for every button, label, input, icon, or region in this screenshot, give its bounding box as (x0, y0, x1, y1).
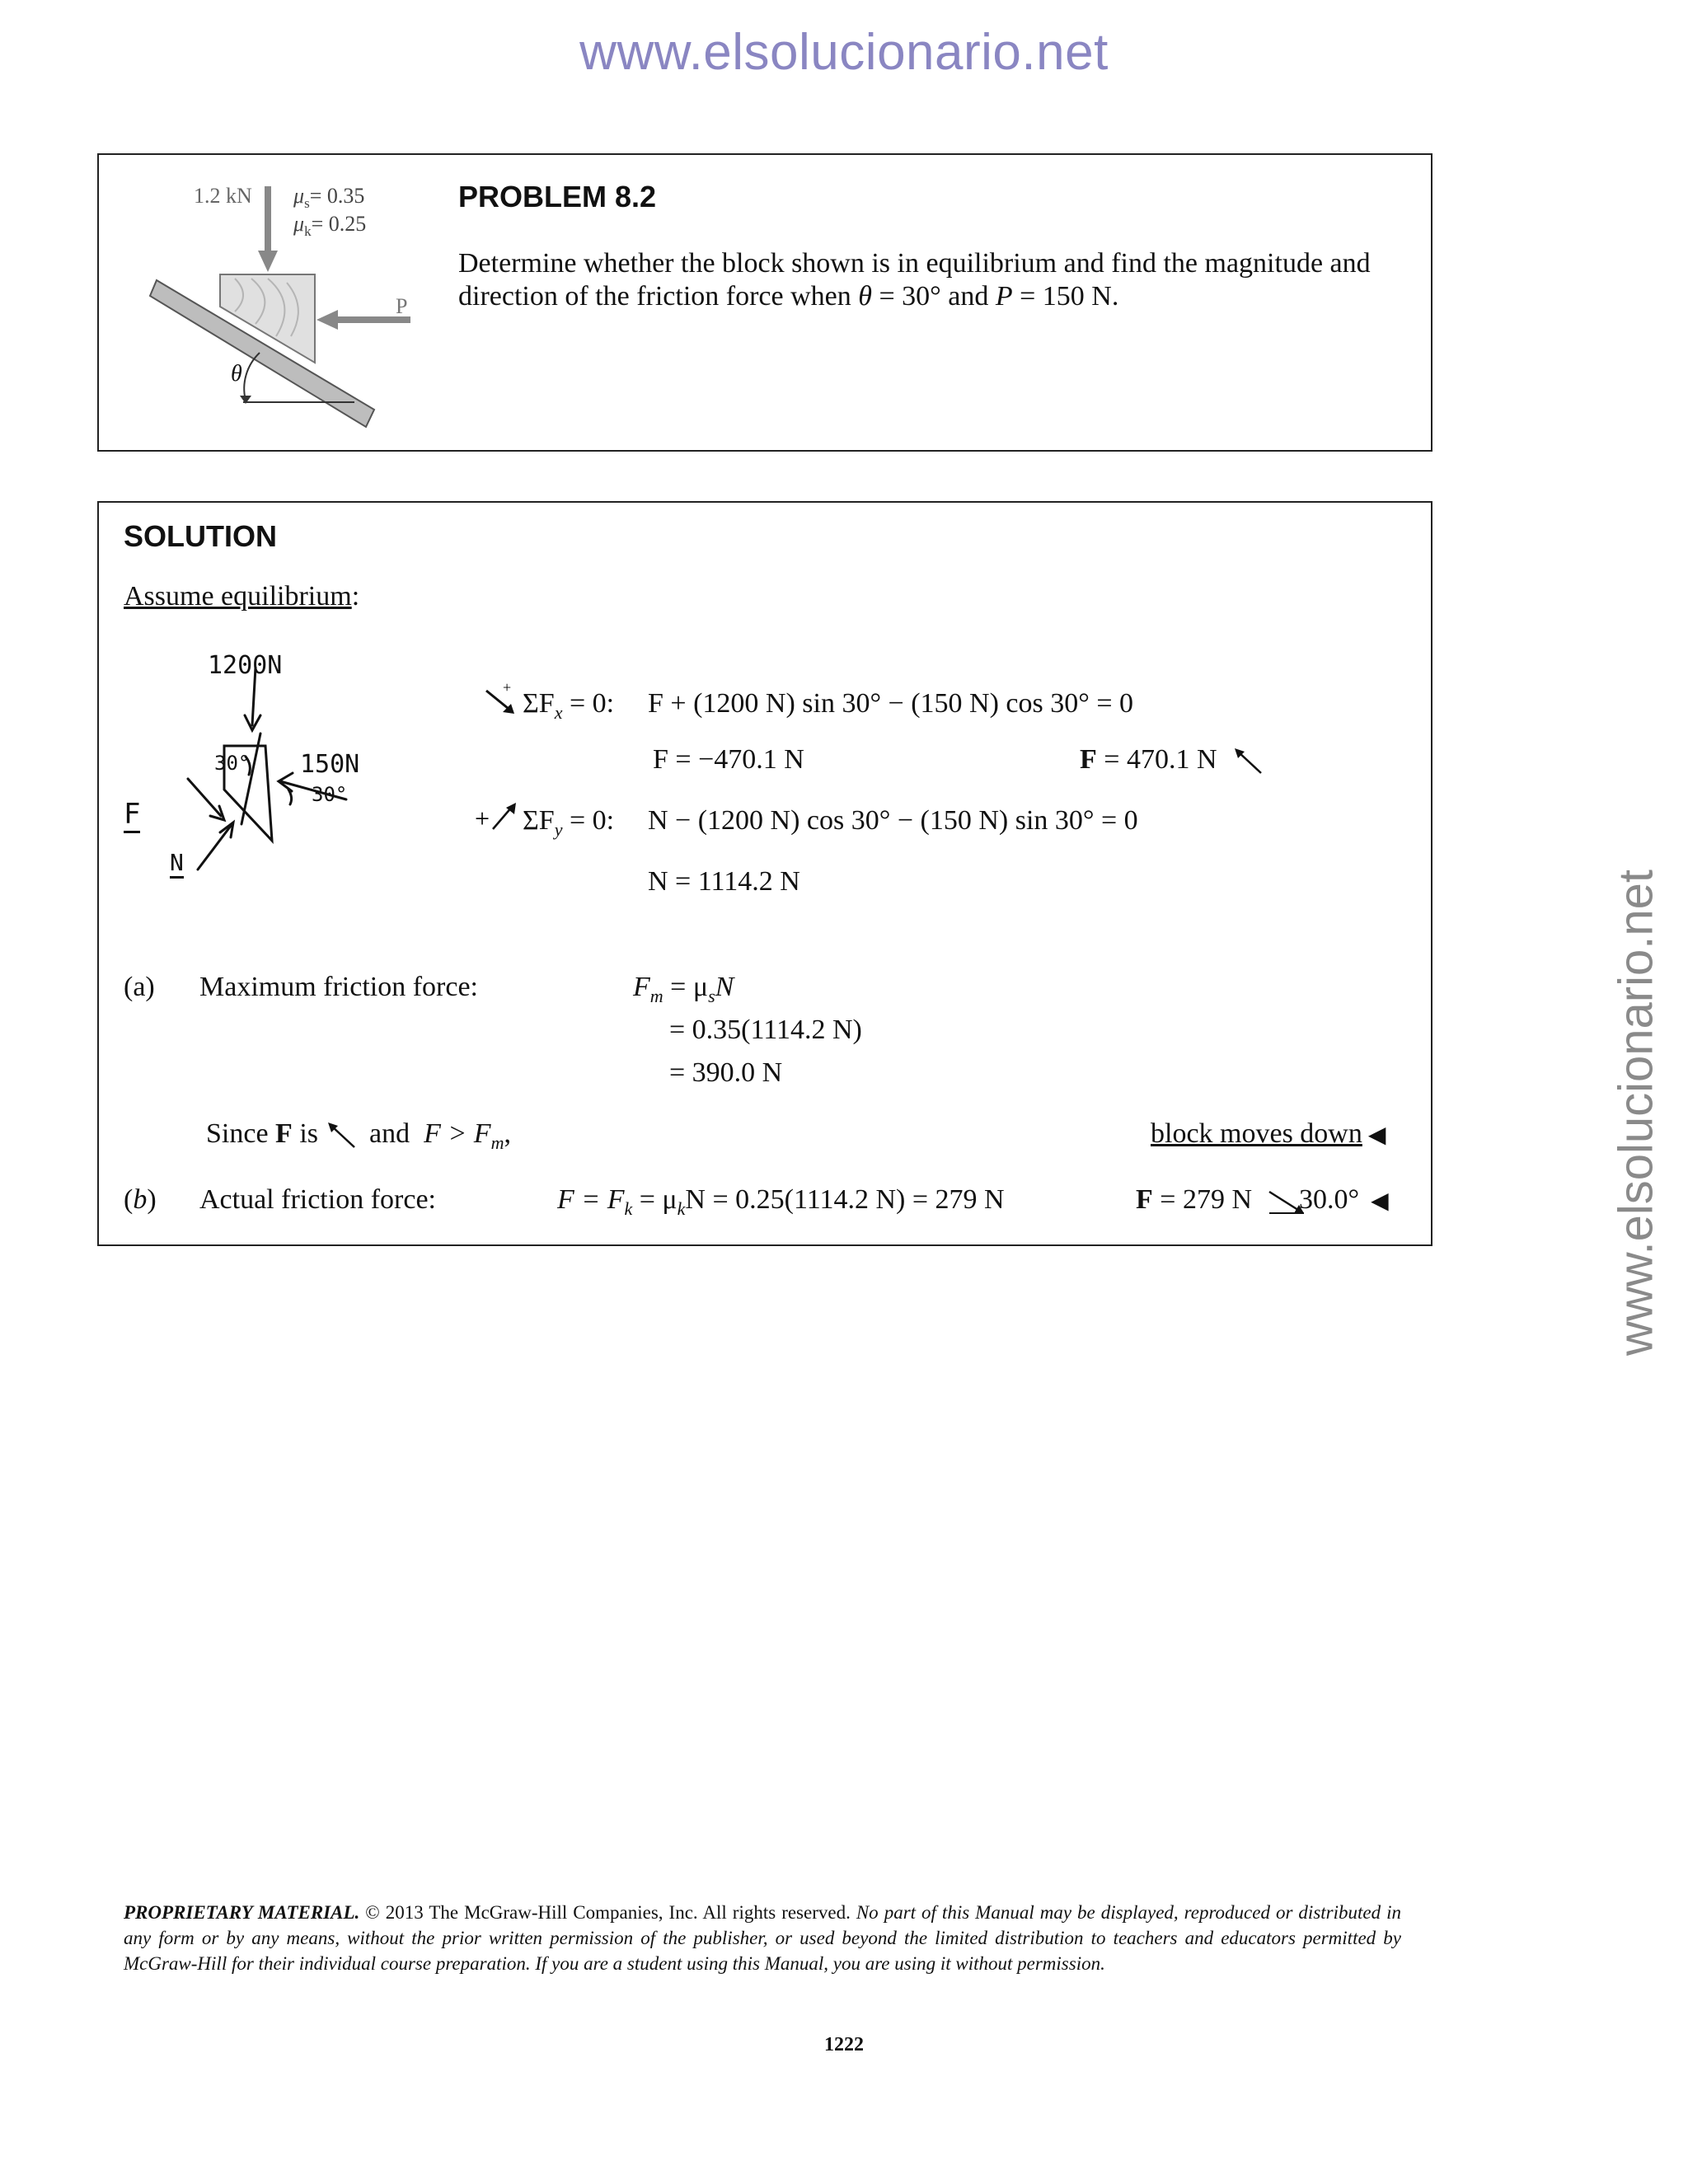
mu-k-label: $\mu_k= 0.25$ (293, 212, 367, 240)
theta-label: θ (231, 361, 242, 387)
part-a-text: Maximum friction force: (199, 972, 479, 1002)
eq-sum-fx-rhs: F + (1200 N) sin 30° − (150 N) cos 30° = 0 (648, 688, 1134, 719)
eq-sum-fy-rhs: N − (1200 N) cos 30° − (150 N) sin 30° = 0 (648, 805, 1138, 836)
part-a-label: (a) (124, 972, 155, 1002)
since-statement-end: and $F > F_m$, (369, 1118, 511, 1153)
fbd-weight-label: 1200N (208, 651, 283, 680)
eq-sum-fy: $\Sigma F_y = 0$: (523, 805, 615, 840)
eq-fk: $F = F_k = \mu_kN = 0.25(1114.2$ N) = 279 N (557, 1184, 1005, 1219)
p-label: P (396, 294, 408, 318)
svg-text:+: + (475, 804, 490, 833)
page-number: 1222 (824, 2034, 864, 2055)
fbd-n-label: N (170, 849, 184, 879)
up-left-arrow-icon (1231, 745, 1266, 778)
since-statement: Since F is (206, 1118, 319, 1149)
fbd-angle1-label: 30° (214, 752, 251, 775)
answer-f-1: F = 470.1 N (1080, 744, 1217, 775)
svg-text:+: + (503, 682, 512, 696)
load-arrow (258, 186, 278, 272)
footer-notice: PROPRIETARY MATERIAL. © 2013 The McGraw-Hill Companies, Inc. All rights reserved. No part of this Manual may be displayed, reproduced or distributed in any form or by any means, without the prior written permission of the publisher, or used beyond the limited distribution to teachers and educators permitted by McGraw-Hill for their individual course preparation. If you are a student using this Manual, you are using it without permission. (124, 1902, 1401, 1974)
fbd-f-label: F (124, 798, 140, 833)
answer-f-2-angle: 30.0° ◀ (1299, 1184, 1389, 1215)
eq-f-value: F = −470.1 N (653, 744, 804, 775)
answer-f-2: F = 279 N (1136, 1184, 1253, 1215)
solution-box (97, 501, 1432, 1246)
watermark-top: www.elsolucionario.net (579, 24, 1109, 81)
problem-statement-line2: direction of the friction force when θ = 30° and P = 150 N. (458, 281, 1119, 312)
part-b-text: Actual friction force: (199, 1184, 436, 1215)
eq-fm-line2: = 0.35(1114.2 N) (669, 1015, 862, 1045)
fbd-p-label: 150N (300, 750, 360, 779)
part-b-label: (b) (124, 1184, 157, 1215)
eq-fm-line3: = 390.0 N (669, 1057, 783, 1088)
load-label: 1.2 kN (194, 184, 252, 208)
sign-convention-x-icon (481, 682, 519, 719)
eq-sum-fx: $\Sigma F_x = 0$: (523, 688, 615, 723)
answer-block-moves: block moves down ◀ (1151, 1118, 1386, 1149)
assume-equilibrium: Assume equilibrium: (124, 581, 360, 612)
problem-title: PROBLEM 8.2 (458, 180, 657, 213)
sign-convention-y-icon (473, 799, 519, 836)
problem-box (97, 153, 1432, 452)
problem-statement-line1: Determine whether the block shown is in equilibrium and find the magnitude and (458, 248, 1371, 279)
watermark-side: www.elsolucionario.net (1609, 869, 1663, 1356)
eq-n-value: N = 1114.2 N (648, 866, 800, 897)
solution-title: SOLUTION (124, 519, 277, 553)
up-left-arrow-icon (325, 1119, 359, 1152)
free-body-diagram (115, 651, 462, 882)
fbd-angle2-label: 30° (312, 783, 348, 806)
eq-fm: $F_m = \mu_sN$ (633, 972, 734, 1006)
mu-s-label: $\mu_s= 0.35$ (293, 184, 365, 212)
